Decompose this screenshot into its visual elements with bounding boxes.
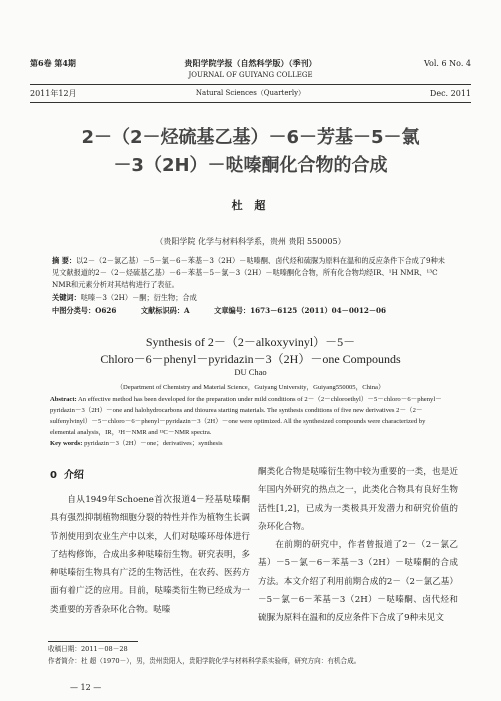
abstract-cn-text: 以2－（2－氯乙基）－5－氯－6－苯基－3（2H）－哒嗪酮、卤代烃和硫脲为原料在温和的反应条件下合成了9种未见文献报道的2－（2－烃硫基乙基）－6－苯基－5－氯－3（2H）－哒嗪酮化合物，所有化合物均经IR、¹H NMR、¹³C NMR和元素分析对其结构进行了表征。	[52, 256, 445, 289]
volume-issue-cn: 第6卷 第4期	[30, 58, 76, 68]
title-en-line1: Synthesis of 2－（2－alkoxyvinyl）－5－	[145, 335, 356, 349]
keywords-en-text: pyridazin－3（2H）－one；derivatives；synthesis	[84, 440, 223, 447]
author-en: DU Chao	[234, 367, 267, 377]
affiliation-en: （Department of Chemistry and Material Science，Guiyang University，Guiyang550005，China）	[116, 384, 385, 391]
affiliation-cn: （贵阳学院 化学与材料科学系，贵州 贵阳 550005）	[155, 237, 346, 246]
running-header	[30, 58, 471, 102]
header-rule-top	[30, 84, 471, 85]
footnote-rule	[48, 641, 138, 642]
section-title: 介绍	[63, 470, 84, 481]
abstract-cn-label: 摘 要：	[52, 256, 77, 265]
keywords-en-label: Key words:	[50, 440, 83, 447]
body-paragraph: 在前期的研究中，作者曾报道了2－（2－氯乙基）－5－氯－6－苯基－3（2H）－哒嗪酮的合成方法。本文介绍了利用前期合成的2－（2－氯乙基）－5－氯－6－苯基－3（2H）－哒嗪酮、卤代烃和硫脲为原料在温和的反应条件下合成了9种未见文	[258, 540, 458, 624]
journal-name-cn: 贵阳学院学报（自然科学版）（季刊）	[184, 58, 317, 68]
footnote-received: 收稿日期：2011－08－28	[48, 645, 128, 653]
body-paragraph: 自从1949年Schoene首次报道4－羟基哒嗪酮具有强烈抑制植物细胞分裂的特性并作为植物生长调节剂使用到农业生产中以来，人们对哒嗪环母体进行了结构修饰，合成出多种哒嗪衍生物。研究表明，多种哒嗪衍生物具有广泛的生物活性，在农药、医药方面有着广泛的应用。目前，哒嗪类衍生物已经成为一类重要的芳香杂环化合物。哒嗪	[50, 495, 250, 615]
keywords-cn-text: 哒嗪－3（2H）－酮；衍生物；合成	[80, 293, 197, 302]
page-number: — 12 —	[70, 683, 102, 692]
date-en: Dec. 2011	[429, 89, 471, 98]
document-code: 文献标识码：A	[140, 306, 190, 315]
body-left-column	[50, 491, 250, 619]
classification-line	[52, 305, 449, 317]
abstract-cn	[52, 255, 449, 291]
volume-issue-en: Vol. 6 No. 4	[424, 59, 471, 68]
keywords-cn-label: 关键词：	[52, 293, 81, 302]
keywords-en	[50, 438, 451, 449]
article-number: 文章编号：1673－6125（2011）04－0012－06	[214, 306, 387, 315]
abstract-en	[50, 394, 451, 438]
abstract-en-text: An effective method has been developed for the preparation under mild conditions of 2－（2－chloroethyl）－5－chloro－6－phenyl－pyridazin－3（2H）－one and halohydrocarbons and thiourea starting materials. The synthesis conditions of five new derivatives 2－（2－sulfenylvinyl）－5－chloro－6－phenyl－pyridazin－3（2H）－one were optimized. All the synthesized compounds were characterized by elemental analysis，IR，¹H－NMR and ¹³C－NMR spectra.	[50, 396, 442, 436]
title-en-line2: Chloro－6－phenyl－pyridazin－3（2H）－one Compounds	[100, 352, 401, 366]
keywords-cn	[52, 292, 449, 304]
footnote-author-info: 作者简介：杜 超（1970－），男，贵州贵阳人，贵阳学院化学与材料科学系实验师，研究方向：有机合成。	[48, 657, 361, 665]
abstract-en-label: Abstract:	[50, 396, 77, 403]
title-cn-line2: －3（2H）－哒嗪酮化合物的合成	[113, 155, 388, 176]
date-cn: 2011年12月	[30, 89, 77, 98]
journal-name-en: JOURNAL OF GUIYANG COLLEGE	[188, 71, 313, 79]
body-paragraph: 酮类化合物是哒嗪衍生物中较为重要的一类，也是近年国内外研究的热点之一，此类化合物具有良好生物活性[1,2]，已成为一类极具开发潜力和研究价值的杂环化合物。	[258, 467, 458, 532]
body-right-column	[258, 463, 458, 628]
title-cn-line1: 2－（2－烃硫基乙基）－6－芳基－5－氯	[81, 127, 420, 148]
author-cn: 杜 超	[231, 199, 270, 212]
section-number: 0	[50, 470, 57, 481]
journal-series-en: Natural Sciences（Quarterly）	[195, 89, 306, 97]
header-rule-bottom	[30, 102, 471, 103]
clc-number: 中图分类号：O626	[52, 306, 117, 315]
section-heading	[50, 466, 84, 481]
